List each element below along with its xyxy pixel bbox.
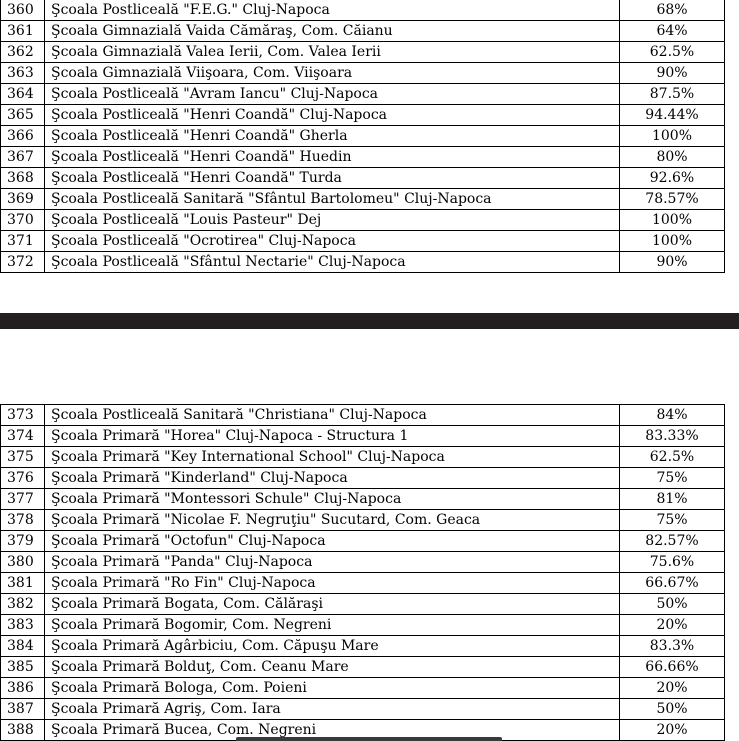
percentage: 50% xyxy=(620,594,725,615)
row-number: 377 xyxy=(1,489,45,510)
table-row xyxy=(1,0,725,21)
table-row xyxy=(1,615,725,636)
school-name: Şcoala Primară Bogata, Com. Călăraşi xyxy=(45,594,620,615)
table-row xyxy=(1,468,725,489)
row-number: 363 xyxy=(1,63,45,84)
school-name: Şcoala Primară Bucea, Com. Negreni xyxy=(45,720,620,741)
table-row xyxy=(1,657,725,678)
school-name: Şcoala Postliceală "Henri Coandă" Huedin xyxy=(45,147,620,168)
school-name: Şcoala Primară "Horea" Cluj-Napoca - Structura 1 xyxy=(45,426,620,447)
percentage: 62.5% xyxy=(620,42,725,63)
percentage: 87.5% xyxy=(620,84,725,105)
row-number: 380 xyxy=(1,552,45,573)
row-number: 361 xyxy=(1,21,45,42)
table-row xyxy=(1,210,725,231)
table-row xyxy=(1,21,725,42)
percentage: 50% xyxy=(620,699,725,720)
row-number: 388 xyxy=(1,720,45,741)
percentage: 75% xyxy=(620,510,725,531)
school-name: Şcoala Primară Bogomir, Com. Negreni xyxy=(45,615,620,636)
percentage: 81% xyxy=(620,489,725,510)
table-row xyxy=(1,231,725,252)
school-name: Şcoala Postliceală "F.E.G." Cluj-Napoca xyxy=(45,0,620,21)
row-number: 366 xyxy=(1,126,45,147)
percentage: 100% xyxy=(620,126,725,147)
table-row xyxy=(1,510,725,531)
row-number: 376 xyxy=(1,468,45,489)
percentage: 20% xyxy=(620,615,725,636)
school-name: Şcoala Primară Bolduţ, Com. Ceanu Mare xyxy=(45,657,620,678)
row-number: 362 xyxy=(1,42,45,63)
scroll-handle[interactable] xyxy=(236,737,502,741)
page-separator-band xyxy=(0,313,739,329)
school-name: Şcoala Gimnazială Valea Ierii, Com. Valea Ierii xyxy=(45,42,620,63)
school-name: Şcoala Primară Agriş, Com. Iara xyxy=(45,699,620,720)
school-name: Şcoala Primară "Montessori Schule" Cluj-Napoca xyxy=(45,489,620,510)
row-number: 370 xyxy=(1,210,45,231)
percentage: 83.3% xyxy=(620,636,725,657)
school-name: Şcoala Postliceală "Henri Coandă" Gherla xyxy=(45,126,620,147)
school-name: Şcoala Primară Bologa, Com. Poieni xyxy=(45,678,620,699)
row-number: 386 xyxy=(1,678,45,699)
school-name: Şcoala Primară "Octofun" Cluj-Napoca xyxy=(45,531,620,552)
row-number: 369 xyxy=(1,189,45,210)
percentage: 84% xyxy=(620,405,725,426)
table-row xyxy=(1,552,725,573)
percentage: 90% xyxy=(620,63,725,84)
row-number: 381 xyxy=(1,573,45,594)
row-number: 375 xyxy=(1,447,45,468)
percentage: 66.67% xyxy=(620,573,725,594)
percentage: 80% xyxy=(620,147,725,168)
table-row xyxy=(1,447,725,468)
row-number: 368 xyxy=(1,168,45,189)
table-row xyxy=(1,63,725,84)
row-number: 374 xyxy=(1,426,45,447)
table-row xyxy=(1,531,725,552)
percentage: 62.5% xyxy=(620,447,725,468)
percentage: 90% xyxy=(620,252,725,273)
row-number: 367 xyxy=(1,147,45,168)
row-number: 371 xyxy=(1,231,45,252)
table-row xyxy=(1,84,725,105)
table-row xyxy=(1,699,725,720)
results-table-bottom xyxy=(0,404,725,741)
school-name: Şcoala Postliceală "Avram Iancu" Cluj-Napoca xyxy=(45,84,620,105)
table-row xyxy=(1,594,725,615)
percentage: 94.44% xyxy=(620,105,725,126)
percentage: 83.33% xyxy=(620,426,725,447)
table-row xyxy=(1,489,725,510)
table-body xyxy=(1,405,725,741)
school-name: Şcoala Postliceală "Ocrotirea" Cluj-Napoca xyxy=(45,231,620,252)
results-table-top xyxy=(0,0,725,273)
row-number: 383 xyxy=(1,615,45,636)
percentage: 20% xyxy=(620,678,725,699)
school-name: Şcoala Postliceală "Henri Coandă" Cluj-Napoca xyxy=(45,105,620,126)
school-name: Şcoala Gimnazială Vaida Cămăraş, Com. Căianu xyxy=(45,21,620,42)
school-name: Şcoala Postliceală Sanitară "Sfântul Bartolomeu" Cluj-Napoca xyxy=(45,189,620,210)
school-name: Şcoala Primară Agârbiciu, Com. Căpuşu Mare xyxy=(45,636,620,657)
table-row xyxy=(1,189,725,210)
row-number: 364 xyxy=(1,84,45,105)
school-name: Şcoala Primară "Key International School" Cluj-Napoca xyxy=(45,447,620,468)
table-row xyxy=(1,405,725,426)
school-name: Şcoala Postliceală "Henri Coandă" Turda xyxy=(45,168,620,189)
table-row xyxy=(1,105,725,126)
table-row xyxy=(1,42,725,63)
percentage: 78.57% xyxy=(620,189,725,210)
percentage: 66.66% xyxy=(620,657,725,678)
row-number: 372 xyxy=(1,252,45,273)
table-row xyxy=(1,147,725,168)
school-name: Şcoala Primară "Kinderland" Cluj-Napoca xyxy=(45,468,620,489)
percentage: 20% xyxy=(620,720,725,741)
percentage: 75.6% xyxy=(620,552,725,573)
table-row xyxy=(1,168,725,189)
percentage: 75% xyxy=(620,468,725,489)
row-number: 387 xyxy=(1,699,45,720)
table-body xyxy=(1,0,725,273)
table-row xyxy=(1,573,725,594)
row-number: 360 xyxy=(1,0,45,21)
row-number: 378 xyxy=(1,510,45,531)
table-row xyxy=(1,126,725,147)
school-name: Şcoala Postliceală "Louis Pasteur" Dej xyxy=(45,210,620,231)
percentage: 100% xyxy=(620,231,725,252)
school-name: Şcoala Gimnazială Viişoara, Com. Viişoara xyxy=(45,63,620,84)
percentage: 100% xyxy=(620,210,725,231)
school-name: Şcoala Postliceală Sanitară "Christiana" Cluj-Napoca xyxy=(45,405,620,426)
school-name: Şcoala Primară "Ro Fin" Cluj-Napoca xyxy=(45,573,620,594)
percentage: 68% xyxy=(620,0,725,21)
row-number: 382 xyxy=(1,594,45,615)
row-number: 373 xyxy=(1,405,45,426)
row-number: 365 xyxy=(1,105,45,126)
table-row xyxy=(1,426,725,447)
percentage: 82.57% xyxy=(620,531,725,552)
table-row xyxy=(1,678,725,699)
school-name: Şcoala Postliceală "Sfântul Nectarie" Cluj-Napoca xyxy=(45,252,620,273)
row-number: 379 xyxy=(1,531,45,552)
table-row xyxy=(1,636,725,657)
row-number: 384 xyxy=(1,636,45,657)
percentage: 64% xyxy=(620,21,725,42)
school-name: Şcoala Primară "Nicolae F. Negruţiu" Sucutard, Com. Geaca xyxy=(45,510,620,531)
percentage: 92.6% xyxy=(620,168,725,189)
school-name: Şcoala Primară "Panda" Cluj-Napoca xyxy=(45,552,620,573)
table-row xyxy=(1,252,725,273)
row-number: 385 xyxy=(1,657,45,678)
